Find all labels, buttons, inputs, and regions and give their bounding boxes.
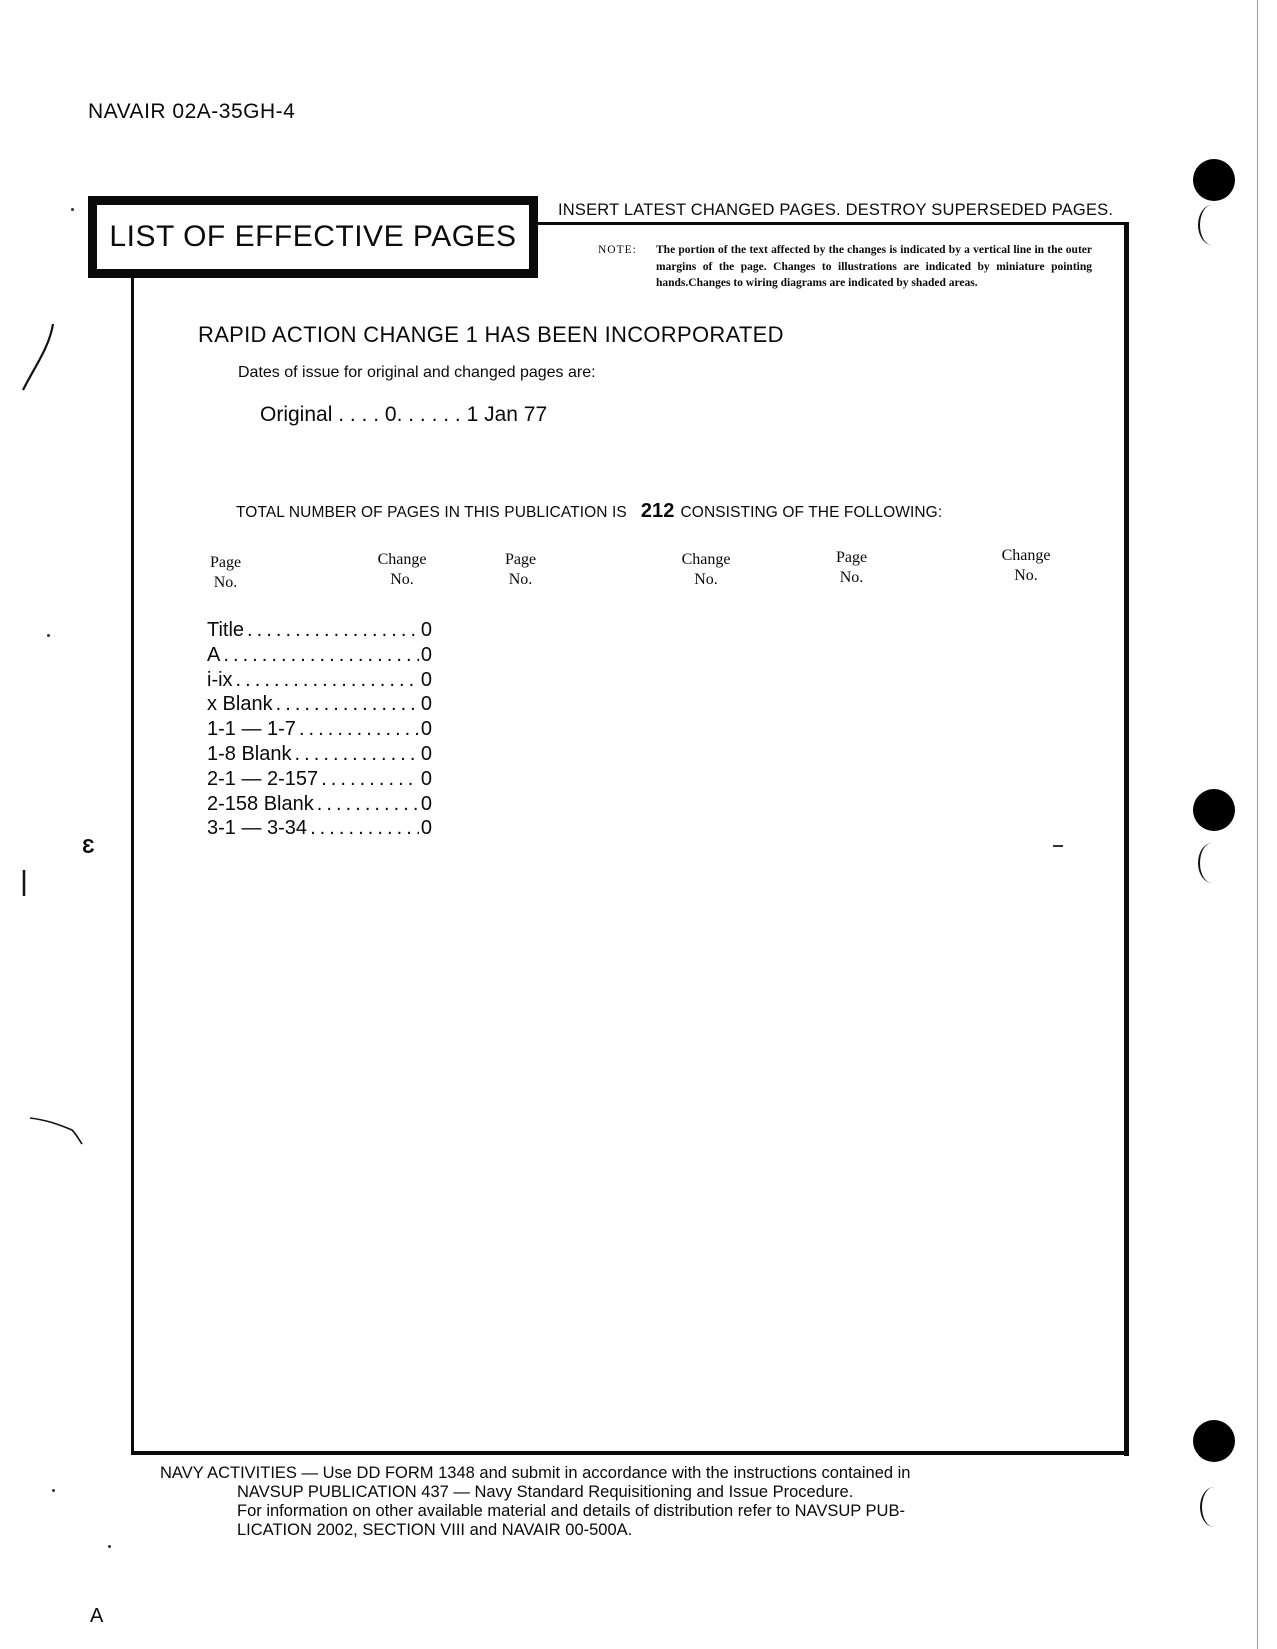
issue-change-number: 0. <box>384 403 403 426</box>
scan-arc-mark <box>1198 205 1226 245</box>
page-number: Title <box>207 619 245 641</box>
total-pages-count: 212 <box>640 500 675 522</box>
header-line: No. <box>839 569 864 586</box>
frame-right-border <box>1124 222 1129 1456</box>
margin-slash-mark <box>15 318 60 398</box>
scan-speck <box>47 634 50 637</box>
column-header-page-3 <box>824 548 879 588</box>
scan-arc-mark <box>1200 1487 1228 1527</box>
scan-edge-line <box>1257 0 1258 1649</box>
footer-line: NAVY ACTIVITIES — Use DD FORM 1348 and submit in accordance with the instructions contained in <box>160 1464 911 1482</box>
scan-arc-mark <box>1198 843 1226 883</box>
list-item <box>207 816 432 841</box>
header-line: No. <box>213 574 238 591</box>
leader-dots <box>244 618 419 643</box>
header-line: Change <box>681 551 731 568</box>
header-line: No. <box>1014 567 1038 584</box>
list-item <box>207 742 432 767</box>
page-number: x Blank <box>207 693 273 716</box>
list-item <box>207 792 432 817</box>
column-header-change-3 <box>992 546 1060 586</box>
leader-dots <box>220 643 419 668</box>
scan-speck <box>1053 845 1063 847</box>
leader-dots: . . . . <box>332 403 385 426</box>
binder-hole-icon <box>1193 159 1235 201</box>
distribution-footer <box>160 1464 1060 1540</box>
leader-dots: . . . . . <box>402 403 467 426</box>
change-indication-note <box>598 242 1092 292</box>
change-number: 0 <box>420 619 432 641</box>
header-line: Change <box>377 551 427 568</box>
leader-dots <box>233 668 419 693</box>
footer-line: NAVSUP PUBLICATION 437 — Navy Standard Requisitioning and Issue Procedure. <box>237 1483 854 1501</box>
binder-hole-icon <box>1193 789 1235 831</box>
list-item <box>207 717 432 742</box>
page-title-box <box>88 196 538 278</box>
change-number: 0 <box>420 767 432 790</box>
header-line: No. <box>390 571 414 588</box>
margin-tick-mark <box>20 868 28 898</box>
issue-date: 1 Jan 77 <box>466 403 548 426</box>
list-item <box>207 618 432 643</box>
binder-hole-icon <box>1193 1420 1235 1462</box>
margin-curve-mark <box>28 1110 88 1150</box>
change-number: 0 <box>420 718 432 741</box>
dates-of-issue-intro: Dates of issue for original and changed pages are: <box>238 364 596 381</box>
header-line: Page <box>209 554 242 571</box>
header-line: Page <box>504 551 537 568</box>
column-header-page-1 <box>198 553 253 593</box>
footer-line: For information on other available material and details of distribution refer to NAVSUP PUB- <box>237 1502 905 1520</box>
page-number: 1-1 — 1-7 <box>207 718 296 741</box>
header-line: Page <box>835 549 868 566</box>
footer-line: LICATION 2002, SECTION VIII and NAVAIR 00-500A. <box>237 1521 633 1539</box>
effective-pages-list <box>207 618 432 841</box>
change-number: 0 <box>420 792 432 815</box>
frame-bottom-border <box>131 1451 1129 1455</box>
total-pages-prefix: TOTAL NUMBER OF PAGES IN THIS PUBLICATION IS <box>236 504 627 521</box>
header-line: No. <box>694 571 718 588</box>
column-header-page-2 <box>493 550 548 590</box>
leader-dots <box>292 742 419 767</box>
page-number-letter: A <box>90 1605 104 1627</box>
change-number: 0 <box>420 817 432 840</box>
document-id: NAVAIR 02A-35GH-4 <box>88 100 296 123</box>
column-header-change-2 <box>672 550 740 590</box>
list-item <box>207 692 432 717</box>
list-item <box>207 668 432 693</box>
rapid-action-change-heading: RAPID ACTION CHANGE 1 HAS BEEN INCORPORATED <box>198 322 784 347</box>
note-text: The portion of the text affected by the changes is indicated by a vertical line in the outer margins of the page. Changes to illustrations are indicated by miniature pointing hands.Changes to wiring diagrams are indicated by shaded areas. <box>656 244 1092 289</box>
issue-label: Original <box>260 403 333 426</box>
total-pages-statement <box>236 500 942 523</box>
leader-dots <box>318 767 419 792</box>
change-number: 0 <box>420 742 432 765</box>
page-number: 2-158 Blank <box>207 792 314 815</box>
margin-smudge-mark: Ɛ <box>82 836 95 858</box>
total-pages-suffix: CONSISTING OF THE FOLLOWING: <box>680 504 943 521</box>
page-number: 2-1 — 2-157 <box>207 767 319 790</box>
change-number: 0 <box>420 643 432 666</box>
note-label: NOTE: <box>598 244 637 256</box>
column-header-change-1 <box>368 550 436 590</box>
leader-dots <box>307 816 419 841</box>
insert-instruction: INSERT LATEST CHANGED PAGES. DESTROY SUPERSEDED PAGES. <box>558 201 1114 219</box>
header-line: No. <box>508 571 533 588</box>
leader-dots <box>314 792 419 817</box>
change-number: 0 <box>420 668 432 691</box>
leader-dots <box>273 692 419 717</box>
scan-speck <box>71 208 74 211</box>
header-line: Change <box>1001 547 1051 564</box>
page-title: LIST OF EFFECTIVE PAGES <box>109 220 517 253</box>
page-number: i-ix <box>207 668 233 691</box>
page-number: 1-8 Blank <box>207 742 292 765</box>
list-item <box>207 767 432 792</box>
page-number: 3-1 — 3-34 <box>207 817 308 840</box>
scan-speck <box>52 1489 55 1492</box>
leader-dots <box>296 717 419 742</box>
page-number: A <box>207 643 221 666</box>
issue-date-original <box>260 403 547 427</box>
change-number: 0 <box>420 693 432 716</box>
scan-speck <box>108 1545 111 1548</box>
list-item <box>207 643 432 668</box>
